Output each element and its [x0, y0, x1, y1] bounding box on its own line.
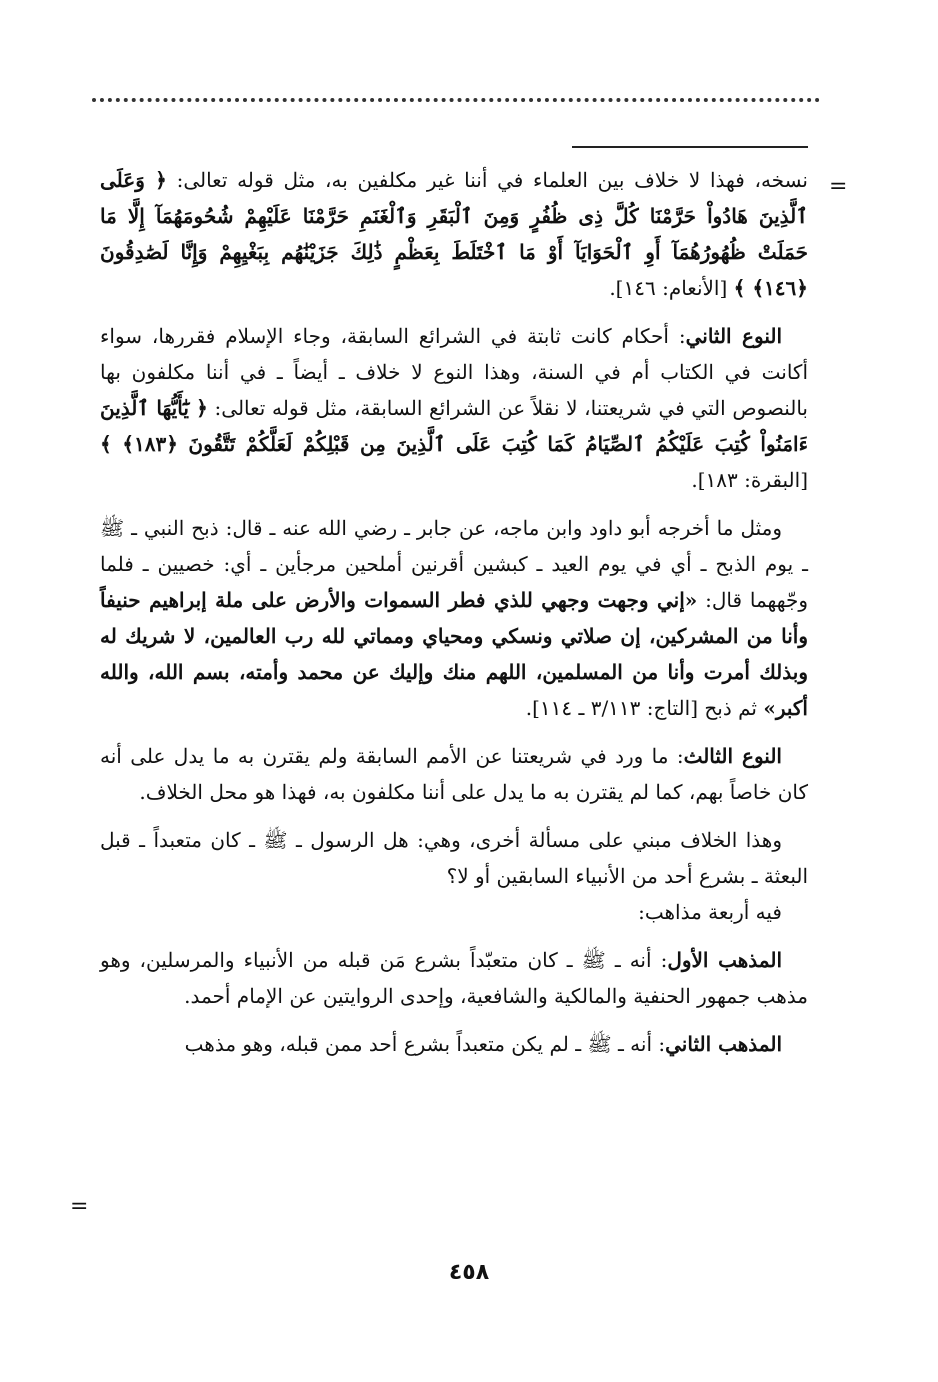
continuation-mark-top: =: [829, 174, 848, 199]
citation-baqara: [البقرة: ١٨٣].: [691, 468, 808, 492]
paragraph-6: [100, 894, 808, 930]
paragraph-6-text: فيه أربعة مذاهب:: [638, 900, 782, 924]
paragraph-3-text: ومثل ما أخرجه أبو داود وابن ماجه، عن جابر ـ رضي الله عنه ـ قال: ذبح النبي ـ ﷺ ـ يوم الذبح ـ أي في يوم العيد ـ كبشين أقرنين أملحين مرجأين ـ أي: خصيين ـ فلما وجّههما قال:: [100, 516, 809, 612]
paragraph-3: [100, 510, 808, 726]
paragraph-4: [100, 738, 808, 810]
paragraph-1: [100, 162, 808, 306]
paragraph-7: [100, 942, 808, 1014]
heading-type-three: النوع الثالث: [683, 744, 782, 768]
citation-anam: [الأنعام: ١٤٦].: [609, 276, 734, 300]
paragraph-7-text: : أنه ـ ﷺ ـ كان متعبّداً بشرع مَن قبله من الأنبياء والمرسلين، وهو مذهب جمهور الحنفية والمالكية والشافعية، وإحدى الروايتين عن الإمام أحمد.: [100, 948, 808, 1008]
heading-type-two: النوع الثاني: [685, 324, 783, 348]
quran-verse-baqara: ﴿ يَٰٓأَيُّهَا ٱلَّذِينَ ءَامَنُواْ كُتِبَ عَلَيْكُمُ ٱلصِّيَامُ كَمَا كُتِبَ عَلَى ٱلَّذِينَ مِن قَبْلِكُمْ لَعَلَّكُمْ تَتَّقُونَ ﴿١٨٣﴾ ﴾: [100, 396, 808, 456]
paragraph-5: [100, 822, 808, 894]
page-body: [100, 162, 808, 1074]
paragraph-1-text: نسخه، فهذا لا خلاف بين العلماء في أننا غير مكلفين به، مثل قوله تعالى:: [166, 168, 808, 192]
header-dotted-line: [92, 98, 820, 112]
heading-second-school: المذهب الثاني: [665, 1032, 782, 1056]
hadith-text: «إني وجهت وجهي للذي فطر السموات والأرض على ملة إبراهيم حنيفاً وأنا من المشركين، إن صلاتي ونسكي ومحياي ومماتي لله رب العالمين، لا شريك له وبذلك أمرت وأنا من المسلمين، اللهم منك وإليك عن محمد وأمته، بسم الله، والله أكبر»: [100, 588, 808, 720]
page-number: ٤٥٨: [448, 1260, 490, 1285]
paragraph-2-text: : أحكام كانت ثابتة في الشرائع السابقة، وجاء الإسلام فقررها، سواء أكانت في الكتاب أم في السنة، وهذا النوع لا خلاف ـ أيضاً ـ في أننا مكلفون بها بالنصوص التي في شريعتنا، لا نقلاً عن الشرائع السابقة، مثل قوله تعالى:: [100, 324, 808, 420]
heading-first-school: المذهب الأول: [667, 948, 783, 972]
citation-taj: ثم ذبح [التاج: ٣/١١٣ ـ ١١٤].: [525, 696, 764, 720]
continuation-mark-bottom: =: [70, 1194, 89, 1219]
footnote-separator-rule: [572, 146, 808, 148]
quran-verse-anam: ﴿ وَعَلَى ٱلَّذِينَ هَادُواْ حَرَّمْنَا كُلَّ ذِى ظُفُرٍ وَمِنَ ٱلْبَقَرِ وَٱلْغَنَمِ حَرَّمْنَا عَلَيْهِمْ شُحُومَهُمَآ إِلَّا مَا حَمَلَتْ ظُهُورُهُمَآ أَوِ ٱلْحَوَايَآ أَوْ مَا ٱخْتَلَطَ بِعَظْمٍ ذَٰلِكَ جَزَيْنَٰهُم بِبَغْيِهِمْ وَإِنَّا لَصَٰدِقُونَ ﴿١٤٦﴾ ﴾: [100, 168, 808, 300]
paragraph-5-text: وهذا الخلاف مبني على مسألة أخرى، وهي: هل الرسول ـ ﷺ ـ كان متعبداً ـ قبل البعثة ـ بشرع أحد من الأنبياء السابقين أو لا؟: [100, 828, 808, 888]
paragraph-4-text: : ما ورد في شريعتنا عن الأمم السابقة ولم يقترن به ما يدل على أنه كان خاصاً بهم، كما لم يقترن به ما يدل على أننا مكلفون به، فهذا هو محل الخلاف.: [100, 744, 808, 804]
paragraph-8-text: : أنه ـ ﷺ ـ لم يكن متعبداً بشرع أحد ممن قبله، وهو مذهب: [184, 1032, 666, 1056]
paragraph-2: [100, 318, 808, 498]
paragraph-8: [100, 1026, 808, 1062]
